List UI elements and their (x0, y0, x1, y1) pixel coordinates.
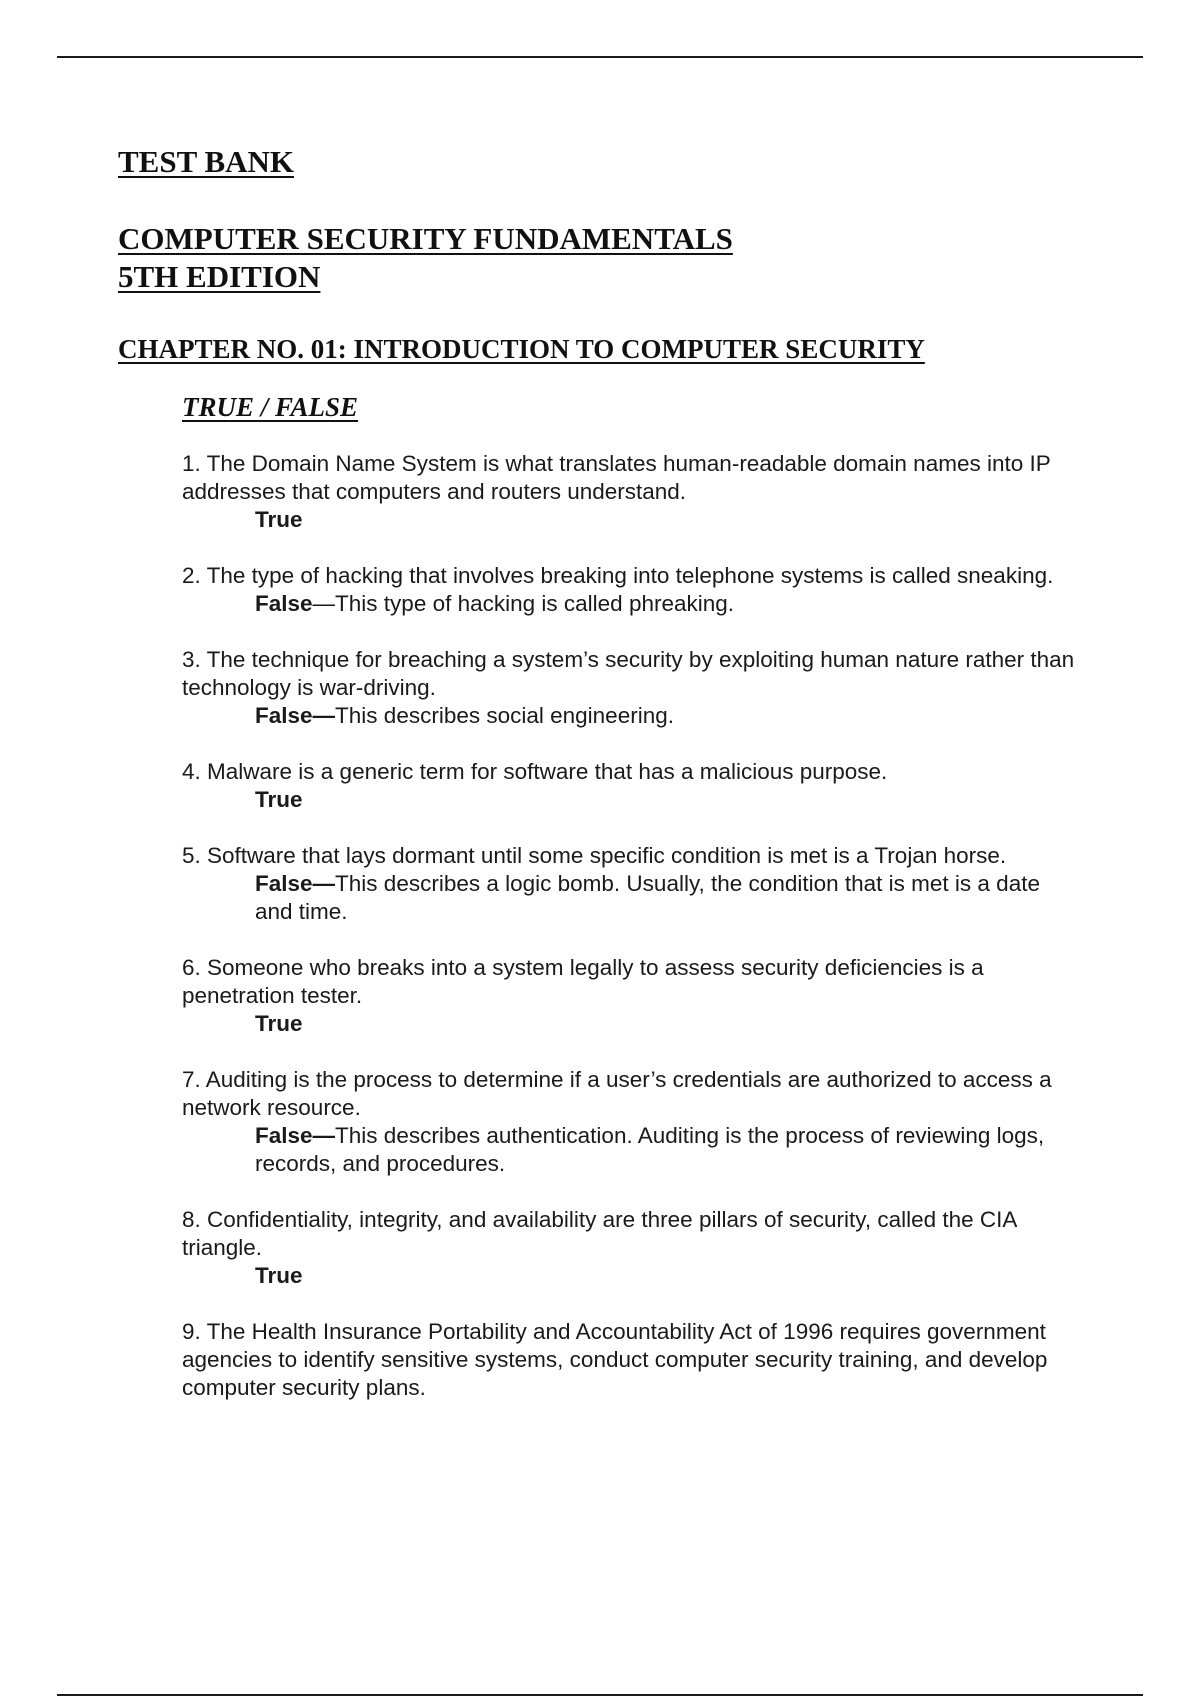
answer-label: False— (255, 1123, 336, 1148)
question-text: 6. Someone who breaks into a system legally to assess security deficiencies is a penetration tester. (182, 955, 984, 1008)
question-text: 7. Auditing is the process to determine if a user’s credentials are authorized to access a network resource. (182, 1067, 1052, 1120)
answer-label: True (255, 1011, 303, 1036)
question-text: 9. The Health Insurance Portability and Accountability Act of 1996 requires government agencies to identify sensitive systems, conduct computer security training, and develop computer security plans. (182, 1319, 1048, 1400)
question-item (182, 954, 1082, 1038)
question-item (182, 1066, 1082, 1178)
test-bank-heading: TEST BANK (118, 144, 295, 179)
bottom-rule (57, 1694, 1143, 1696)
question-text: 2. The type of hacking that involves breaking into telephone systems is called sneaking. (182, 563, 1054, 588)
answer-label: True (255, 507, 303, 532)
question-text: 1. The Domain Name System is what translates human-readable domain names into IP addresses that computers and routers understand. (182, 451, 1051, 504)
question-text: 5. Software that lays dormant until some specific condition is met is a Trojan horse. (182, 843, 1007, 868)
answer-label: True (255, 1263, 303, 1288)
answer-explanation: This describes social engineering. (335, 703, 674, 728)
answer-line (255, 870, 1082, 926)
answer-line (255, 702, 1082, 730)
answer-line (255, 1010, 1082, 1038)
section-heading: TRUE / FALSE (182, 392, 359, 422)
question-item (182, 758, 1082, 814)
answer-explanation: —This type of hacking is called phreaking. (312, 591, 735, 616)
answer-line (255, 1122, 1082, 1178)
question-list (182, 450, 1082, 1430)
question-item (182, 1318, 1082, 1402)
answer-explanation: This describes a logic bomb. Usually, the condition that is met is a date and time. (255, 871, 1040, 924)
answer-label: False— (255, 871, 336, 896)
question-item (182, 646, 1082, 730)
top-rule (57, 56, 1143, 58)
answer-line (255, 1262, 1082, 1290)
answer-line (255, 786, 1082, 814)
question-item (182, 842, 1082, 926)
question-text: 3. The technique for breaching a system’s security by exploiting human nature rather than technology is war-driving. (182, 647, 1075, 700)
answer-label: False— (255, 703, 336, 728)
answer-line (255, 506, 1082, 534)
book-edition: 5TH EDITION (118, 259, 321, 294)
book-title: COMPUTER SECURITY FUNDAMENTALS (118, 221, 733, 256)
chapter-heading: CHAPTER NO. 01: INTRODUCTION TO COMPUTER SECURITY (118, 334, 925, 364)
question-item (182, 562, 1082, 618)
answer-line (255, 590, 1082, 618)
answer-label: False (255, 591, 313, 616)
question-text: 4. Malware is a generic term for software that has a malicious purpose. (182, 759, 888, 784)
answer-label: True (255, 787, 303, 812)
question-item (182, 450, 1082, 534)
question-item (182, 1206, 1082, 1290)
question-text: 8. Confidentiality, integrity, and availability are three pillars of security, called the CIA triangle. (182, 1207, 1017, 1260)
answer-explanation: This describes authentication. Auditing is the process of reviewing logs, records, and procedures. (255, 1123, 1045, 1176)
